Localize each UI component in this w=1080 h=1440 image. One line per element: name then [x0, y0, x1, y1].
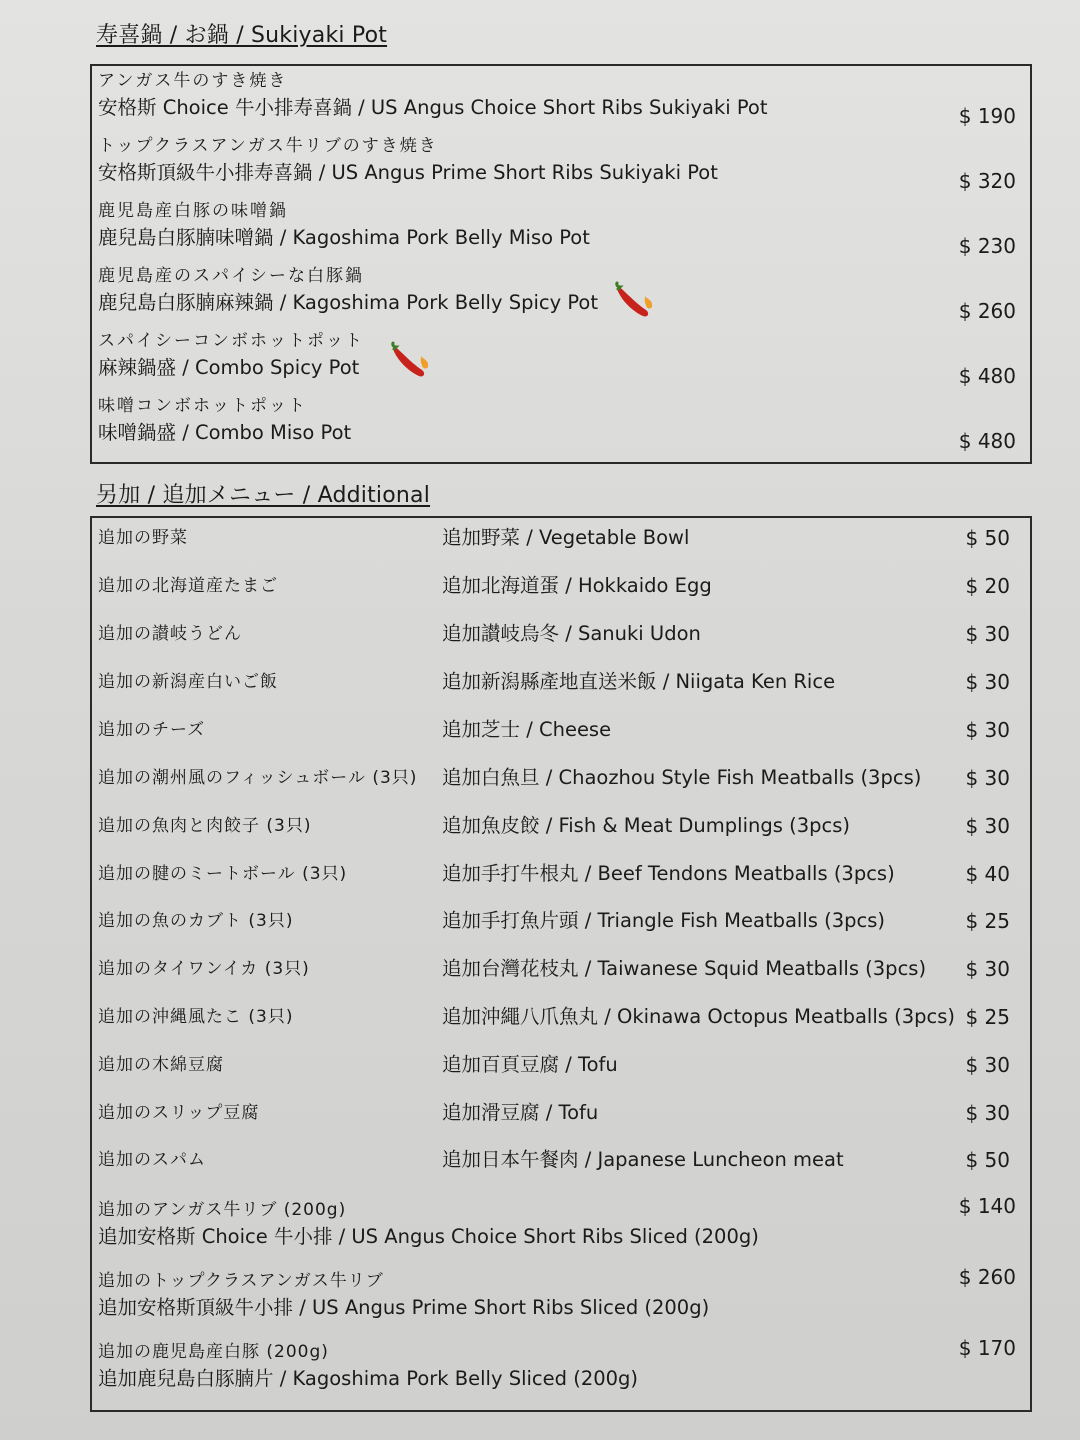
item-name: 追加芝士 / Cheese	[442, 718, 612, 741]
chili-pepper-icon	[388, 340, 434, 382]
item-japanese-name: 追加の讃岐うどん	[98, 624, 242, 644]
item-name: 追加台灣花枝丸 / Taiwanese Squid Meatballs (3pcs)	[442, 957, 927, 980]
chili-pepper-icon	[612, 280, 658, 322]
list-item	[98, 1053, 1010, 1083]
item-japanese-name: 追加の魚肉と肉餃子 (3只)	[98, 816, 312, 836]
item-japanese-name: 追加のスリップ豆腐	[98, 1103, 260, 1123]
item-price: $ 30	[965, 622, 1010, 646]
list-item	[98, 718, 1010, 748]
item-price: $ 30	[965, 1101, 1010, 1125]
item-price: $ 30	[965, 1053, 1010, 1077]
item-price: $ 30	[965, 670, 1010, 694]
list-item	[98, 574, 1010, 604]
item-name: 鹿兒島白豚腩麻辣鍋 / Kagoshima Pork Belly Spicy Pot	[98, 291, 598, 314]
item-price: $ 30	[965, 718, 1010, 742]
item-japanese-name: 追加のタイワンイカ (3只)	[98, 959, 310, 979]
list-item	[98, 1194, 1016, 1254]
item-japanese-name: 追加のトップクラスアンガス牛リブ	[98, 1271, 384, 1291]
list-item	[98, 1005, 1010, 1035]
item-name: 追加滑豆腐 / Tofu	[442, 1101, 599, 1124]
item-japanese-name: 追加の腱のミートボール (3只)	[98, 864, 348, 884]
item-price: $ 50	[965, 1148, 1010, 1172]
item-name: 追加百頁豆腐 / Tofu	[442, 1053, 618, 1076]
item-name: 追加沖繩八爪魚丸 / Okinawa Octopus Meatballs (3pcs)	[442, 1005, 955, 1028]
item-name: 安格斯 Choice 牛小排寿喜鍋 / US Angus Choice Short Ribs Sukiyaki Pot	[98, 96, 768, 119]
menu-item	[98, 395, 1016, 453]
sukiyaki-box	[90, 64, 1032, 464]
item-name: 追加鹿兒島白豚腩片 / Kagoshima Pork Belly Sliced (200g)	[98, 1367, 639, 1390]
item-japanese-name: 追加の野菜	[98, 528, 188, 548]
item-price: $ 20	[965, 574, 1010, 598]
item-japanese-name: 追加の鹿児島産白豚 (200g)	[98, 1342, 329, 1362]
item-japanese-name: 追加の潮州風のフィッシュボール (3只)	[98, 768, 418, 788]
list-item	[98, 957, 1010, 987]
list-item	[98, 622, 1010, 652]
list-item	[98, 862, 1010, 892]
item-price: $ 170	[958, 1336, 1016, 1360]
item-japanese-name: 味噌コンボホットポット	[98, 396, 307, 416]
list-item	[98, 909, 1010, 939]
item-price: $ 30	[965, 814, 1010, 838]
item-name: 追加北海道蛋 / Hokkaido Egg	[442, 574, 712, 597]
item-price: $ 50	[965, 526, 1010, 550]
item-name: 追加新潟縣產地直送米飯 / Niigata Ken Rice	[442, 670, 836, 693]
list-item	[98, 526, 1010, 556]
item-price: $ 30	[965, 766, 1010, 790]
item-name: 追加安格斯 Choice 牛小排 / US Angus Choice Short Ribs Sliced (200g)	[98, 1225, 759, 1248]
item-name: 追加讃岐烏冬 / Sanuki Udon	[442, 622, 701, 645]
item-name: 麻辣鍋盛 / Combo Spicy Pot	[98, 356, 360, 379]
item-japanese-name: 鹿児島産のスパイシーな白豚鍋	[98, 266, 364, 286]
sukiyaki-heading: 寿喜鍋 / お鍋 / Sukiyaki Pot	[96, 23, 388, 48]
item-japanese-name: 追加のスパム	[98, 1150, 206, 1170]
item-price: $ 260	[958, 1265, 1016, 1289]
item-japanese-name: 鹿児島産白豚の味噌鍋	[98, 201, 288, 221]
additional-box	[90, 516, 1032, 1412]
list-item	[98, 1265, 1016, 1325]
item-name: 安格斯頂級牛小排寿喜鍋 / US Angus Prime Short Ribs Sukiyaki Pot	[98, 161, 718, 184]
item-japanese-name: 追加の新潟産白いご飯	[98, 672, 278, 692]
menu-item	[98, 330, 1016, 388]
menu-item	[98, 200, 1016, 258]
item-japanese-name: 追加の魚のカブト (3只)	[98, 911, 294, 931]
item-price: $ 480	[958, 429, 1016, 453]
item-price: $ 190	[958, 104, 1016, 128]
additional-heading: 另加 / 追加メニュー / Additional	[96, 483, 431, 508]
list-item	[98, 1148, 1010, 1178]
item-name: 追加手打魚片頭 / Triangle Fish Meatballs (3pcs)	[442, 909, 885, 932]
list-item	[98, 1101, 1010, 1131]
item-price: $ 260	[958, 299, 1016, 323]
item-japanese-name: 追加のアンガス牛リブ (200g)	[98, 1200, 347, 1220]
menu-item	[98, 135, 1016, 193]
item-name: 味噌鍋盛 / Combo Miso Pot	[98, 421, 352, 444]
item-japanese-name: アンガス牛のすき焼き	[98, 71, 288, 91]
item-name: 追加安格斯頂級牛小排 / US Angus Prime Short Ribs Sliced (200g)	[98, 1296, 710, 1319]
item-price: $ 30	[965, 957, 1010, 981]
item-name: 追加白魚旦 / Chaozhou Style Fish Meatballs (3pcs)	[442, 766, 922, 789]
item-price: $ 320	[958, 169, 1016, 193]
item-name: 鹿兒島白豚腩味噌鍋 / Kagoshima Pork Belly Miso Pot	[98, 226, 590, 249]
item-name: 追加野菜 / Vegetable Bowl	[442, 526, 690, 549]
item-japanese-name: 追加の沖縄風たこ (3只)	[98, 1007, 294, 1027]
item-price: $ 40	[965, 862, 1010, 886]
item-japanese-name: トップクラスアンガス牛リブのすき焼き	[98, 136, 438, 156]
item-japanese-name: スパイシーコンボホットポット	[98, 331, 364, 351]
list-item	[98, 670, 1010, 700]
list-item	[98, 1336, 1016, 1396]
item-price: $ 140	[958, 1194, 1016, 1218]
list-item	[98, 814, 1010, 844]
item-name: 追加手打牛根丸 / Beef Tendons Meatballs (3pcs)	[442, 862, 895, 885]
item-price: $ 25	[965, 1005, 1010, 1029]
menu-item	[98, 265, 1016, 323]
menu-item	[98, 70, 1016, 128]
item-japanese-name: 追加の木綿豆腐	[98, 1055, 224, 1075]
item-name: 追加日本午餐肉 / Japanese Luncheon meat	[442, 1148, 844, 1171]
item-japanese-name: 追加の北海道産たまご	[98, 576, 278, 596]
item-price: $ 230	[958, 234, 1016, 258]
item-price: $ 25	[965, 909, 1010, 933]
list-item	[98, 766, 1010, 814]
item-name: 追加魚皮餃 / Fish & Meat Dumplings (3pcs)	[442, 814, 850, 837]
item-japanese-name: 追加のチーズ	[98, 720, 206, 740]
item-price: $ 480	[958, 364, 1016, 388]
